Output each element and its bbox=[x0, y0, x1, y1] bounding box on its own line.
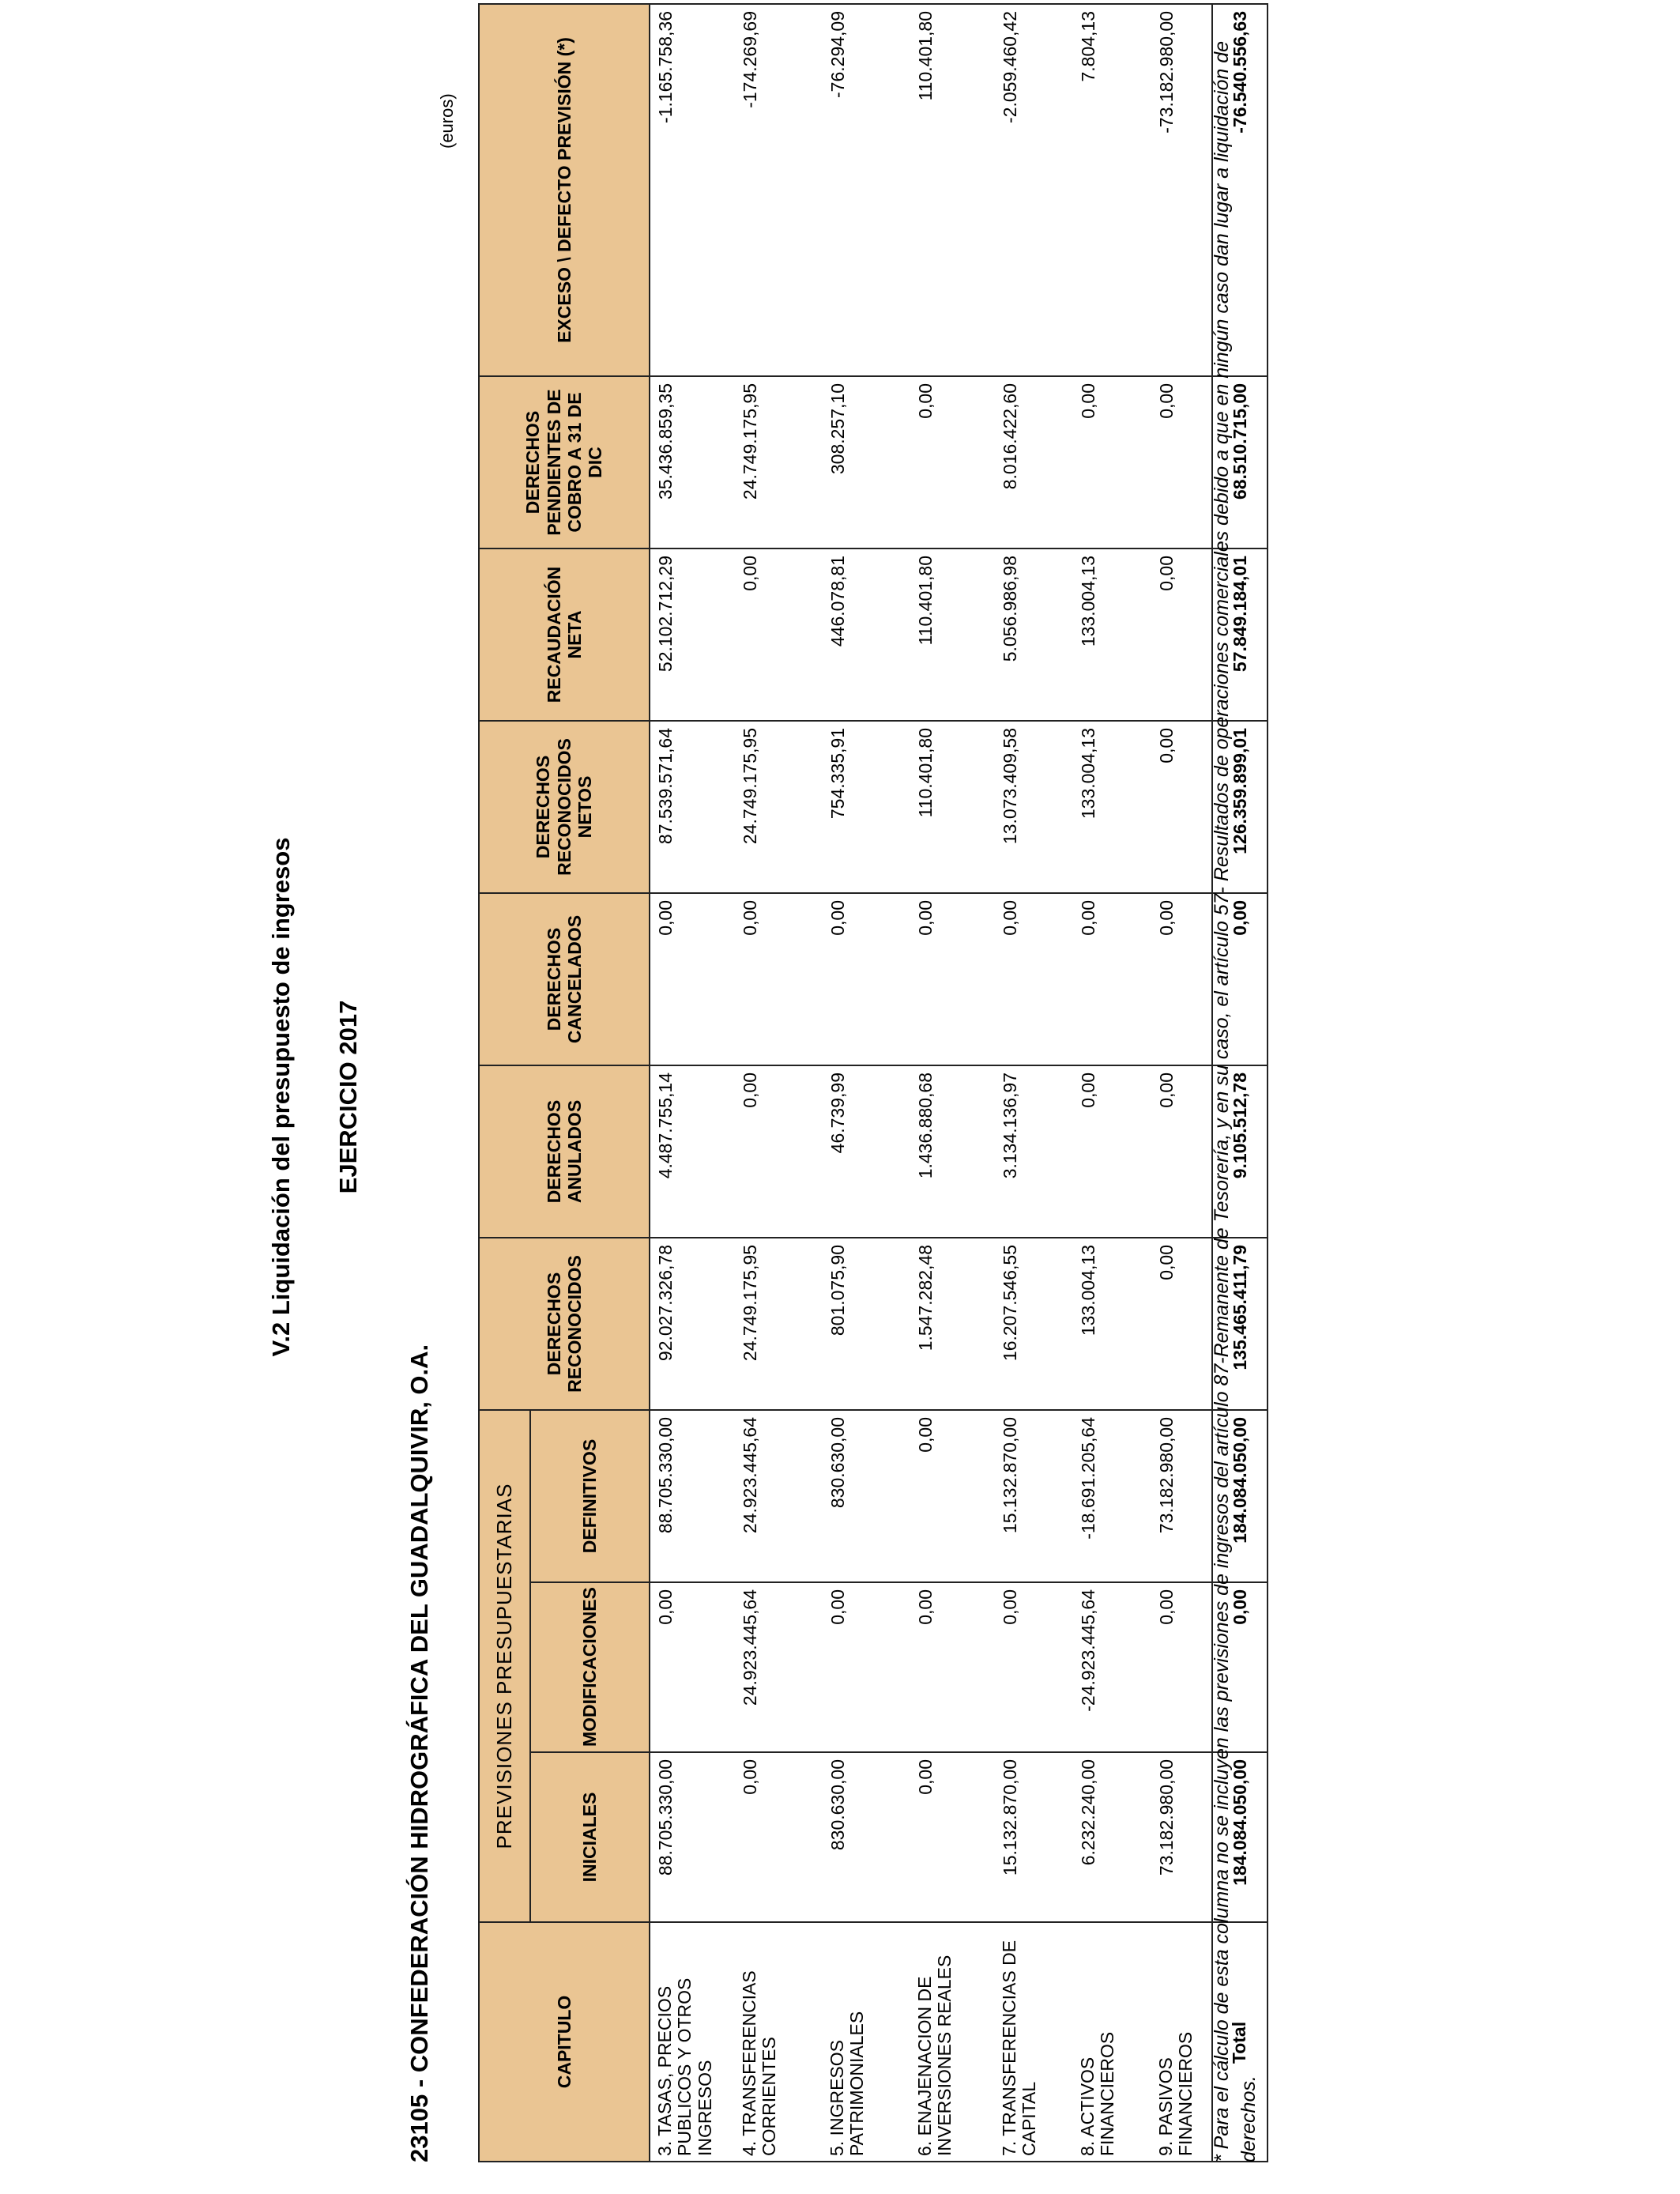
total-cancelados: 0,00 bbox=[1212, 893, 1268, 1065]
cell-pendientes: 8.016.422,60 bbox=[995, 376, 1073, 548]
cell-capitulo: 3. TASAS, PRECIOS PUBLICOS Y OTROS INGRESOS bbox=[650, 1922, 735, 2162]
cell-pendientes: 0,00 bbox=[1151, 376, 1212, 548]
cell-reconocidos: 16.207.546,55 bbox=[995, 1238, 1073, 1410]
cell-reconocidos: 0,00 bbox=[1151, 1238, 1212, 1410]
total-label: Total bbox=[1212, 1922, 1268, 2162]
cell-iniciales: 0,00 bbox=[910, 1752, 995, 1922]
header-derechos-anulados: DERECHOS ANULADOS bbox=[479, 1065, 650, 1238]
cell-definitivos: 73.182.980,00 bbox=[1151, 1410, 1212, 1582]
total-anulados: 9.105.512,78 bbox=[1212, 1065, 1268, 1238]
cell-modificaciones: 0,00 bbox=[650, 1582, 735, 1752]
cell-iniciales: 830.630,00 bbox=[823, 1752, 910, 1922]
cell-modificaciones: 24.923.445,64 bbox=[735, 1582, 823, 1752]
total-definitivos: 184.084.050,00 bbox=[1212, 1410, 1268, 1582]
cell-capitulo: 5. INGRESOS PATRIMONIALES bbox=[823, 1922, 910, 2162]
cell-pendientes: 0,00 bbox=[1073, 376, 1151, 548]
cell-iniciales: 73.182.980,00 bbox=[1151, 1752, 1212, 1922]
cell-recaudacion: 110.401,80 bbox=[910, 548, 995, 721]
cell-recaudacion: 0,00 bbox=[735, 548, 823, 721]
table-row bbox=[995, 4, 1073, 2162]
table-row bbox=[650, 4, 735, 2162]
cell-exceso: -73.182.980,00 bbox=[1151, 4, 1212, 376]
cell-exceso: -174.269,69 bbox=[735, 4, 823, 376]
table-row bbox=[823, 4, 910, 2162]
total-modificaciones: 0,00 bbox=[1212, 1582, 1268, 1752]
total-exceso: -76.540.556,63 bbox=[1212, 4, 1268, 376]
cell-cancelados: 0,00 bbox=[735, 893, 823, 1065]
total-pendientes: 68.510.715,00 bbox=[1212, 376, 1268, 548]
header-exceso-defecto: EXCESO \ DEFECTO PREVISIÓN (*) bbox=[479, 4, 650, 376]
cell-iniciales: 88.705.330,00 bbox=[650, 1752, 735, 1922]
cell-netos: 0,00 bbox=[1151, 721, 1212, 893]
cell-modificaciones: -24.923.445,64 bbox=[1073, 1582, 1151, 1752]
cell-iniciales: 6.232.240,00 bbox=[1073, 1752, 1151, 1922]
cell-anulados: 1.436.880,68 bbox=[910, 1065, 995, 1238]
cell-reconocidos: 92.027.326,78 bbox=[650, 1238, 735, 1410]
header-derechos-reconocidos: DERECHOS RECONOCIDOS bbox=[479, 1238, 650, 1410]
cell-modificaciones: 0,00 bbox=[823, 1582, 910, 1752]
header-modificaciones: MODIFICACIONES bbox=[530, 1582, 650, 1752]
cell-definitivos: 830.630,00 bbox=[823, 1410, 910, 1582]
cell-capitulo: 8. ACTIVOS FINANCIEROS bbox=[1073, 1922, 1151, 2162]
cell-reconocidos: 133.004,13 bbox=[1073, 1238, 1151, 1410]
cell-recaudacion: 0,00 bbox=[1151, 548, 1212, 721]
cell-modificaciones: 0,00 bbox=[1151, 1582, 1212, 1752]
header-derechos-cancelados: DERECHOS CANCELADOS bbox=[479, 893, 650, 1065]
cell-capitulo: 9. PASIVOS FINANCIEROS bbox=[1151, 1922, 1212, 2162]
cell-anulados: 0,00 bbox=[735, 1065, 823, 1238]
cell-exceso: -1.165.758,36 bbox=[650, 4, 735, 376]
cell-anulados: 4.487.755,14 bbox=[650, 1065, 735, 1238]
entity-name: 23105 - CONFEDERACIÓN HIDROGRÁFICA DEL GUADALQUIVIR, O.A. bbox=[405, 1344, 433, 2162]
cell-iniciales: 0,00 bbox=[735, 1752, 823, 1922]
cell-recaudacion: 5.056.986,98 bbox=[995, 548, 1073, 721]
header-derechos-reconocidos-netos: DERECHOS RECONOCIDOS NETOS bbox=[479, 721, 650, 893]
cell-anulados: 3.134.136,97 bbox=[995, 1065, 1073, 1238]
cell-cancelados: 0,00 bbox=[1151, 893, 1212, 1065]
footnote: * Para el cálculo de esta columna no se incluyen las previsiones de ingresos del artículo 87-Remanente de Tesorería, y en su caso, el artículo 57- Resultados de operaciones comerciales debido a que en ningún caso dan lugar a liquidación de derechos. bbox=[1211, 40, 1260, 2162]
cell-reconocidos: 24.749.175,95 bbox=[735, 1238, 823, 1410]
cell-definitivos: 88.705.330,00 bbox=[650, 1410, 735, 1582]
cell-cancelados: 0,00 bbox=[910, 893, 995, 1065]
cell-recaudacion: 52.102.712,29 bbox=[650, 548, 735, 721]
cell-pendientes: 24.749.175,95 bbox=[735, 376, 823, 548]
cell-definitivos: 24.923.445,64 bbox=[735, 1410, 823, 1582]
cell-capitulo: 4. TRANSFERENCIAS CORRIENTES bbox=[735, 1922, 823, 2162]
page-subtitle: EJERCICIO 2017 bbox=[334, 1000, 362, 1194]
page-title: V.2 Liquidación del presupuesto de ingresos bbox=[267, 837, 295, 1357]
cell-modificaciones: 0,00 bbox=[995, 1582, 1073, 1752]
header-recaudacion-neta: RECAUDACIÓN NETA bbox=[479, 548, 650, 721]
header-derechos-pendientes: DERECHOS PENDIENTES DE COBRO A 31 DE DIC bbox=[479, 376, 650, 548]
cell-definitivos: 15.132.870,00 bbox=[995, 1410, 1073, 1582]
cell-pendientes: 35.436.859,35 bbox=[650, 376, 735, 548]
budget-table bbox=[478, 3, 1268, 2162]
cell-reconocidos: 801.075,90 bbox=[823, 1238, 910, 1410]
cell-exceso: 7.804,13 bbox=[1073, 4, 1151, 376]
cell-iniciales: 15.132.870,00 bbox=[995, 1752, 1073, 1922]
table-row bbox=[1151, 4, 1212, 2162]
cell-cancelados: 0,00 bbox=[650, 893, 735, 1065]
cell-cancelados: 0,00 bbox=[823, 893, 910, 1065]
total-iniciales: 184.084.050,00 bbox=[1212, 1752, 1268, 1922]
header-iniciales: INICIALES bbox=[530, 1752, 650, 1922]
cell-netos: 754.335,91 bbox=[823, 721, 910, 893]
header-definitivos: DEFINITIVOS bbox=[530, 1410, 650, 1582]
cell-exceso: -2.059.460,42 bbox=[995, 4, 1073, 376]
cell-modificaciones: 0,00 bbox=[910, 1582, 995, 1752]
total-netos: 126.359.899,01 bbox=[1212, 721, 1268, 893]
cell-definitivos: 0,00 bbox=[910, 1410, 995, 1582]
table-row bbox=[735, 4, 823, 2162]
cell-reconocidos: 1.547.282,48 bbox=[910, 1238, 995, 1410]
total-reconocidos: 135.465.411,79 bbox=[1212, 1238, 1268, 1410]
cell-cancelados: 0,00 bbox=[995, 893, 1073, 1065]
table-row bbox=[910, 4, 995, 2162]
cell-netos: 24.749.175,95 bbox=[735, 721, 823, 893]
cell-netos: 13.073.409,58 bbox=[995, 721, 1073, 893]
cell-anulados: 0,00 bbox=[1151, 1065, 1212, 1238]
cell-pendientes: 0,00 bbox=[910, 376, 995, 548]
cell-anulados: 46.739,99 bbox=[823, 1065, 910, 1238]
header-capitulo: CAPITULO bbox=[479, 1922, 650, 2162]
cell-recaudacion: 133.004,13 bbox=[1073, 548, 1151, 721]
cell-exceso: -76.294,09 bbox=[823, 4, 910, 376]
cell-netos: 87.539.571,64 bbox=[650, 721, 735, 893]
table-row bbox=[1073, 4, 1151, 2162]
cell-exceso: 110.401,80 bbox=[910, 4, 995, 376]
cell-anulados: 0,00 bbox=[1073, 1065, 1151, 1238]
cell-netos: 133.004,13 bbox=[1073, 721, 1151, 893]
total-recaudacion: 57.849.184,01 bbox=[1212, 548, 1268, 721]
cell-netos: 110.401,80 bbox=[910, 721, 995, 893]
cell-pendientes: 308.257,10 bbox=[823, 376, 910, 548]
cell-definitivos: -18.691.205,64 bbox=[1073, 1410, 1151, 1582]
cell-recaudacion: 446.078,81 bbox=[823, 548, 910, 721]
cell-capitulo: 6. ENAJENACION DE INVERSIONES REALES bbox=[910, 1922, 995, 2162]
cell-cancelados: 0,00 bbox=[1073, 893, 1151, 1065]
units-label: (euros) bbox=[437, 93, 457, 149]
header-previsiones-group: PREVISIONES PRESUPUESTARIAS bbox=[479, 1410, 530, 1922]
cell-capitulo: 7. TRANSFERENCIAS DE CAPITAL bbox=[995, 1922, 1073, 2162]
